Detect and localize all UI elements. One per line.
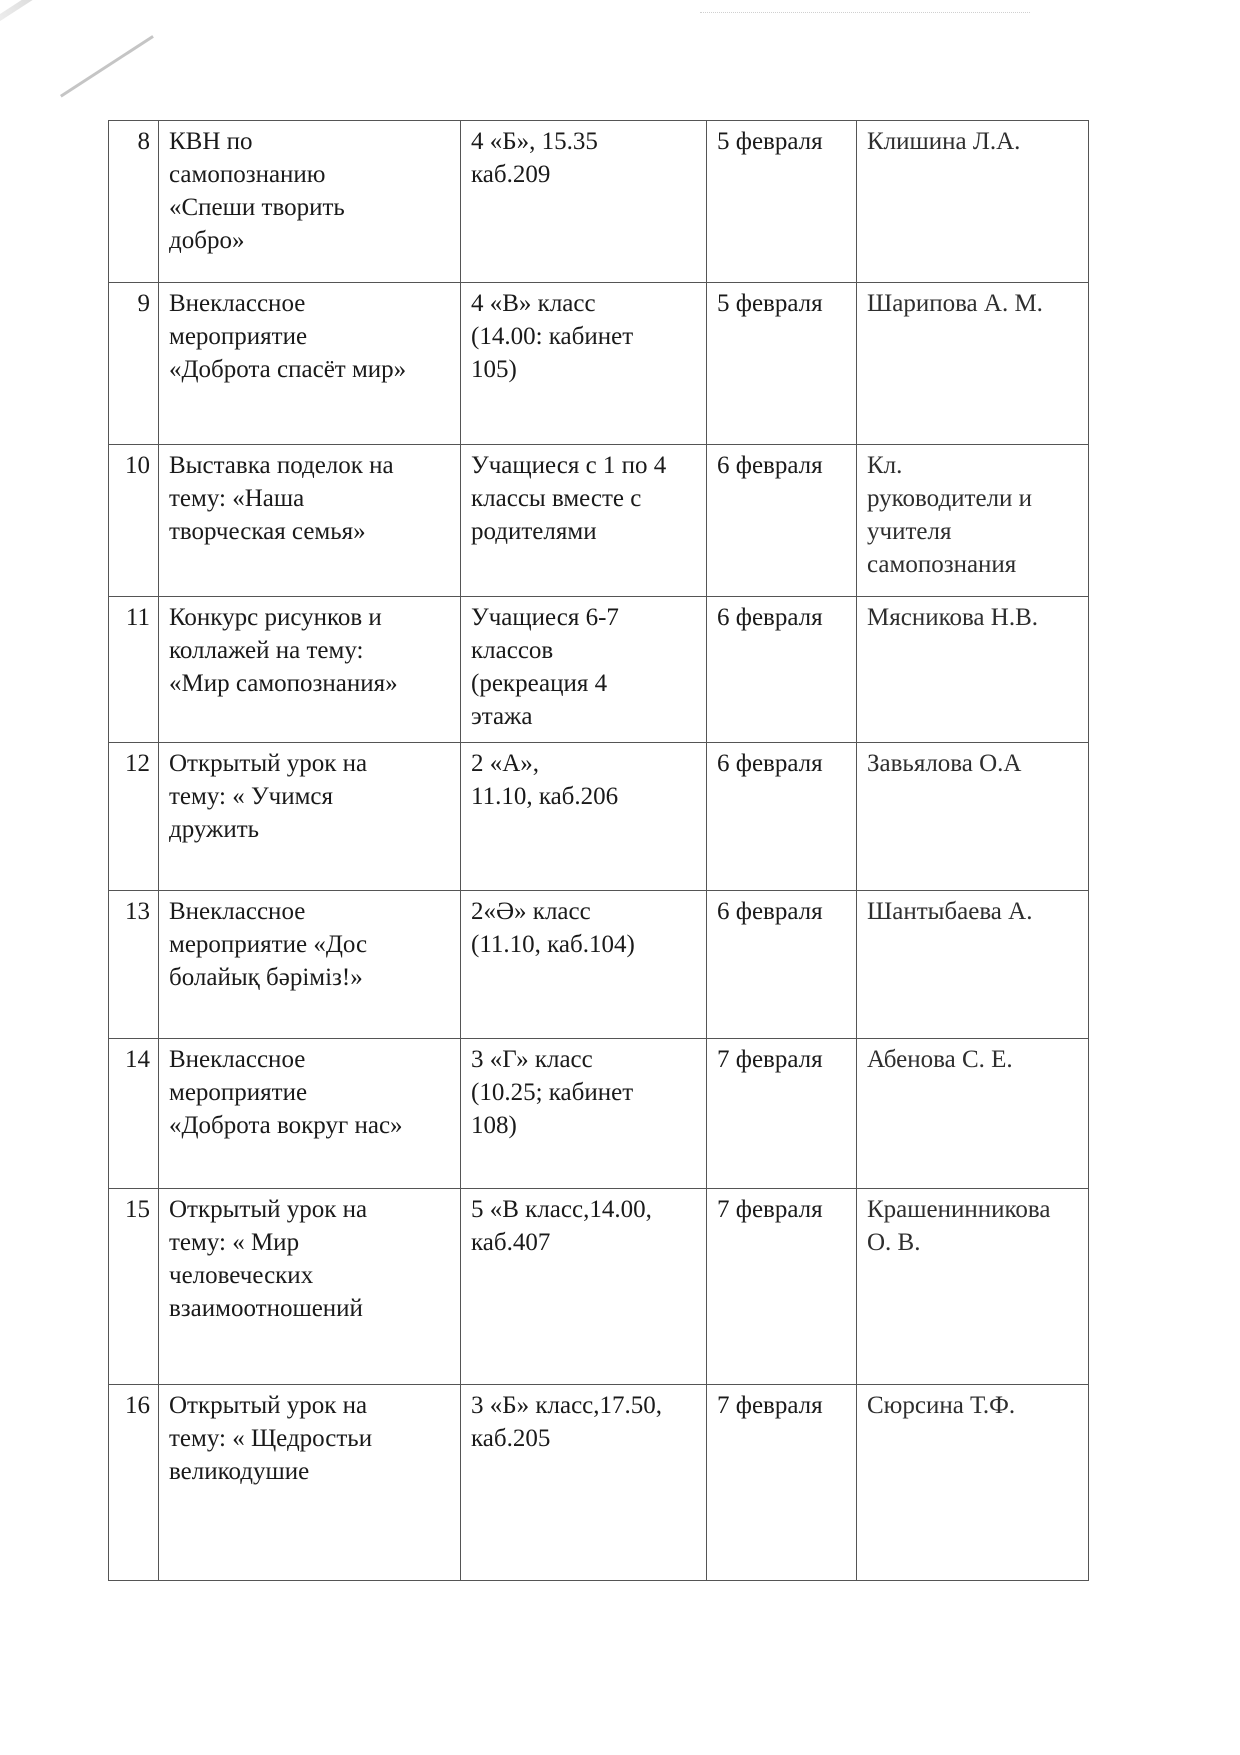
table-row xyxy=(109,743,1089,891)
table-row xyxy=(109,283,1089,445)
date-cell: 7 февраля xyxy=(707,1039,857,1189)
table-row xyxy=(109,1189,1089,1385)
responsible-cell: Абенова С. Е. xyxy=(857,1039,1089,1189)
row-number: 10 xyxy=(109,445,159,597)
responsible-cell: Кл. руководители и учителя самопознания xyxy=(857,445,1089,597)
event-title: КВН по самопознанию «Спеши творить добро» xyxy=(159,121,461,283)
responsible-cell: Шантыбаева А. xyxy=(857,891,1089,1039)
row-number: 14 xyxy=(109,1039,159,1189)
event-title: Открытый урок на тему: « Щедростьи великодушие xyxy=(159,1385,461,1581)
event-title: Открытый урок на тему: « Мир человеческих взаимоотношений xyxy=(159,1189,461,1385)
row-number: 12 xyxy=(109,743,159,891)
table-row xyxy=(109,445,1089,597)
date-cell: 6 февраля xyxy=(707,891,857,1039)
row-number: 13 xyxy=(109,891,159,1039)
event-title: Конкурс рисунков и коллажей на тему: «Мир самопознания» xyxy=(159,597,461,743)
scan-edge-artifact xyxy=(0,0,181,45)
event-title: Выставка поделок на тему: «Наша творческая семья» xyxy=(159,445,461,597)
scan-edge-artifact xyxy=(60,35,154,97)
date-cell: 5 февраля xyxy=(707,121,857,283)
event-title: Внеклассное мероприятие «Дос болайық бәріміз!» xyxy=(159,891,461,1039)
table-row xyxy=(109,1385,1089,1581)
participants-cell: 5 «В класс,14.00, каб.407 xyxy=(461,1189,707,1385)
responsible-cell: Шарипова А. М. xyxy=(857,283,1089,445)
table-row xyxy=(109,597,1089,743)
event-title: Открытый урок на тему: « Учимся дружить xyxy=(159,743,461,891)
participants-cell: 4 «Б», 15.35 каб.209 xyxy=(461,121,707,283)
participants-cell: 2«Ә» класс (11.10, каб.104) xyxy=(461,891,707,1039)
date-cell: 5 февраля xyxy=(707,283,857,445)
event-title: Внеклассное мероприятие «Доброта вокруг нас» xyxy=(159,1039,461,1189)
date-cell: 6 февраля xyxy=(707,597,857,743)
date-cell: 6 февраля xyxy=(707,743,857,891)
row-number: 15 xyxy=(109,1189,159,1385)
scan-top-marks xyxy=(700,12,1030,21)
table-row xyxy=(109,891,1089,1039)
events-schedule-table xyxy=(108,120,1089,1581)
table-row xyxy=(109,1039,1089,1189)
date-cell: 6 февраля xyxy=(707,445,857,597)
responsible-cell: Мясникова Н.В. xyxy=(857,597,1089,743)
participants-cell: 2 «А», 11.10, каб.206 xyxy=(461,743,707,891)
responsible-cell: Завьялова О.А xyxy=(857,743,1089,891)
participants-cell: 4 «В» класс (14.00: кабинет 105) xyxy=(461,283,707,445)
date-cell: 7 февраля xyxy=(707,1189,857,1385)
date-cell: 7 февраля xyxy=(707,1385,857,1581)
row-number: 11 xyxy=(109,597,159,743)
participants-cell: Учащиеся с 1 по 4 классы вместе с родителями xyxy=(461,445,707,597)
table-row xyxy=(109,121,1089,283)
responsible-cell: Клишина Л.А. xyxy=(857,121,1089,283)
row-number: 9 xyxy=(109,283,159,445)
responsible-cell: Сюрсина Т.Ф. xyxy=(857,1385,1089,1581)
event-title: Внеклассное мероприятие «Доброта спасёт мир» xyxy=(159,283,461,445)
responsible-cell: Крашенинникова О. В. xyxy=(857,1189,1089,1385)
participants-cell: 3 «Б» класс,17.50, каб.205 xyxy=(461,1385,707,1581)
participants-cell: 3 «Г» класс (10.25; кабинет 108) xyxy=(461,1039,707,1189)
row-number: 8 xyxy=(109,121,159,283)
row-number: 16 xyxy=(109,1385,159,1581)
participants-cell: Учащиеся 6-7 классов (рекреация 4 этажа xyxy=(461,597,707,743)
